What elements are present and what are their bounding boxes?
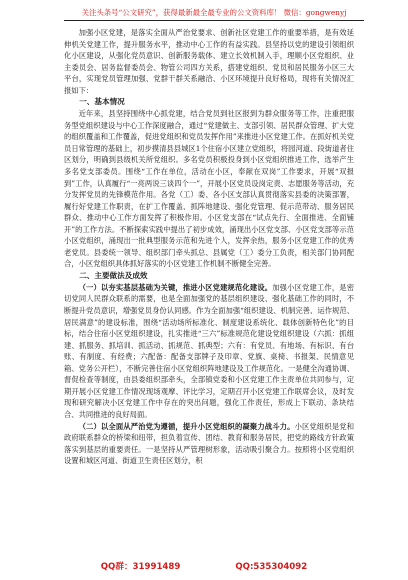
document-body xyxy=(64,27,354,467)
practice-2-body: 小区党组织是党和政府联系群众的桥梁和纽带，担负着宣传、团结、教育和服务居民，把党的路线方针政策落实到基层的重要责任。一是坚持从严管理树形象，活动吸引聚合力。按照将小区党组织设置和城区河道、街道卫生责任区划分，积 xyxy=(64,421,355,466)
promo-banner: 关注头条号“公文研究”，获得最新最全最专业的公文资料库！ 微信：gongwenyj xyxy=(81,8,347,17)
basic-situation-paragraph: 近年来，县坚持围绕中心抓党建，结合党员到社区报到为群众服务等工作，注重把服务型党组织建设与中心工作深度融合，通过“党建做主、支部引领、居民群众管理、扩大党的组织覆盖和工作覆盖，促进党组织和党员发挥作用”来推进小区党建工作。在抓好机关党员日常管理的基础上，初步摸清县县城区1个住宿小区建立党组织，将园河道、段街道者住区划分，明确到县级机关所党组织。多名党员积极投身到小区党组织推进工作，选举产生多名党支部委员。围绕“工作在单位，活动在小区，奉献在双岗”工作要求，开展“双报到”工作，认真履行“一亮两说三谈四个一”，开展小区党员设岗定责、志愿服务等活动，充分发挥党员的先锋模范作用。各党（工）委、各小区支部认真贯彻落实县委的决策部署，履行好党建工作职责，在扩工作覆盖、抓阵地建设、强化党管理、促示范带动、服务居民群众、推动中心工作方面发挥了积极作用。小区党支部在“试点先行、全面推进、全面铺开”的工作方法。不断探索实践中提出了初步成效，涌现出小区党支部、小区党支部等示范小区党组织，涌现出一批典型服务示范和先进个人，发挥余热，服务小区党建工作的优秀老党员。县委统一领导、组织部门牵头抓总、县属党（工）委分工负责，相关部门协同配合，小区党组织具体抓好落实的小区党建工作机制不断健全完善。 xyxy=(64,109,354,269)
section-heading-main-practices: 二、主要做法及成效 xyxy=(79,270,148,280)
section-heading-basic-situation: 一、基本情况 xyxy=(79,97,125,107)
intro-paragraph: 加强小区党建，是落实全面从严治党要求、创新社区党建工作的重要举措，是有效延伸机关党建工作，提升服务水平，推动中心工作的有益实践。县坚持以党的建设引领组织化小区建设，从强化党员意识、创新服务载体、建立长效机制入手，理顺小区党组织、业主委员会、居务监督委员会、物管公司四方关系，搭建党组织、党员和居民服务小区三大平台，实现党员管理加强、党群干群关系融洽、小区环境提升良好格局，现将有关情况汇报如下： xyxy=(64,28,354,95)
practice-2-paragraph xyxy=(64,421,354,467)
contact-footer xyxy=(0,560,408,572)
practice-1-body: 加强小区党建工作，是密切党同人民群众联系的需要，也是全面加强党的基层组织建设、强化基础工作的同时，不断提升党员意识，增强党员身份认同感。作为全面加强“组织建设、机制完善、运作规范、居民满意”的建设标准，围绕“活动场所标准化、制度建设系统化、载体创新特色化”的目标，结合住宿小区党组织建设，扎实推进“三六”标准规范化建设党组织建设（六抓：抓组建、抓服务、抓培训、抓活动、抓规范、抓典型；六有：有党员、有地场、有标识、有台账、有制度、有经费；六配备：配备支部牌子及印章、党旗、桌椅、书报架、民情意见箱、党务公开栏），不断完善住宿小区党组织阵地建设及工作规范化。一是健全沟通协调、督促检查等制度，由县委组织部牵头，全部镇党委和小区党建工作主责单位共同参与，定期开展小区党建工作情况现场观摩、评比学习，定期召开小区党建工作联席会议，及时发现和研究解决小区党建工作中存在的突出问题，强化工作责任，形成上下联动、条块结合、共同推进的良好局面。 xyxy=(64,282,355,419)
practice-1-lead: （一）以夯实基层基础为关键，推进小区党建规范化建设。 xyxy=(78,282,273,292)
practice-2-lead: （二）以全面从严治党为遵循，提升小区党组织的凝聚力战斗力。 xyxy=(78,421,295,431)
qq-group-text: QQ群：31991489 xyxy=(100,562,181,572)
practice-1-paragraph xyxy=(64,282,354,421)
header-divider xyxy=(64,20,364,21)
qq-contact-text: QQ:535304092 xyxy=(235,562,308,572)
